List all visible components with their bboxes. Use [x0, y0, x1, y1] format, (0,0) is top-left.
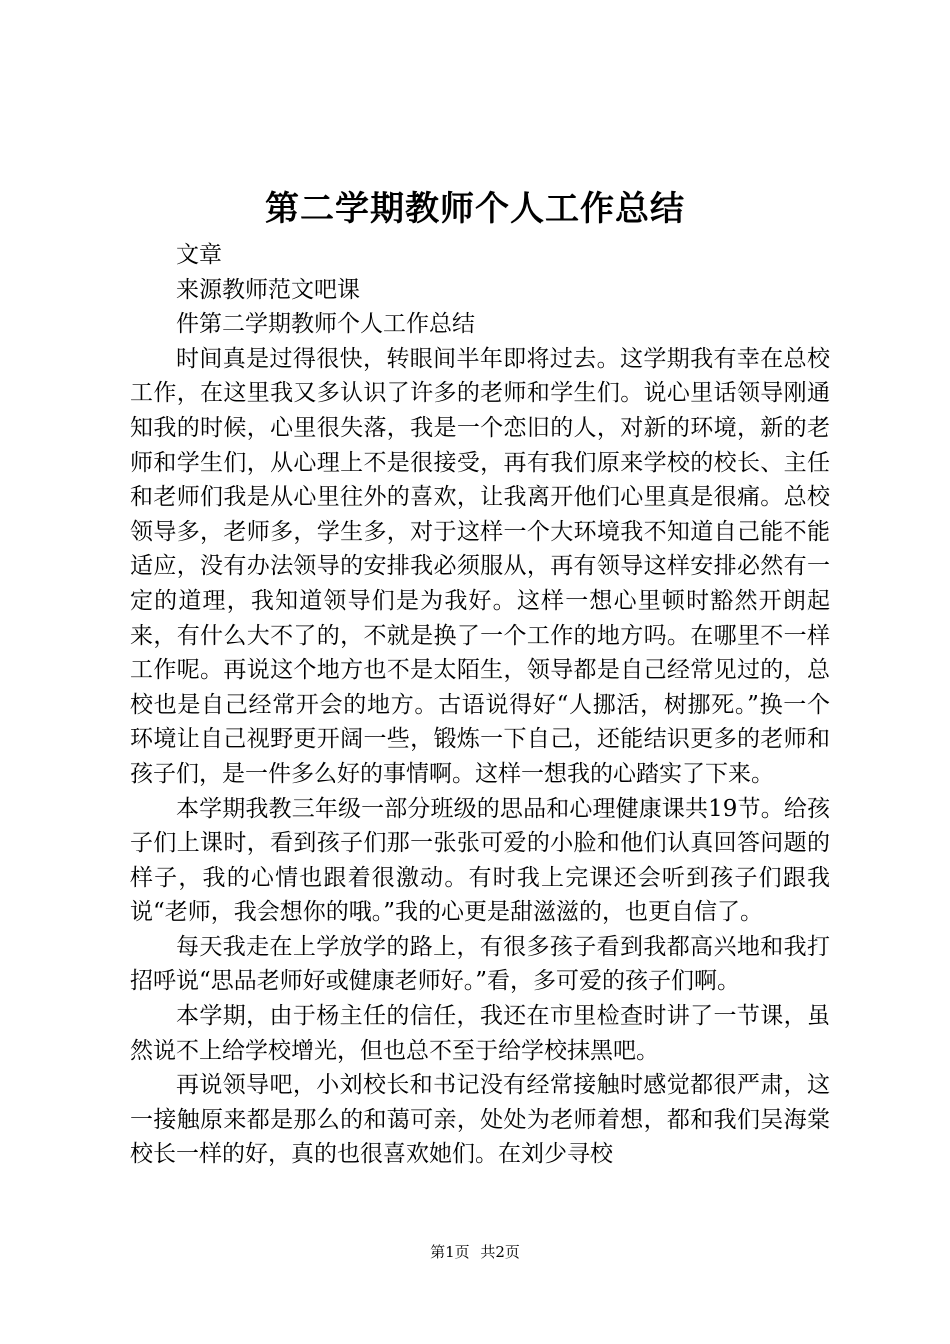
body-paragraph: 再说领导吧，小刘校长和书记没有经常接触时感觉都很严肃，这一接触原来都是那么的和蔼可亲，处处为老师着想，都和我们吴海棠校长一样的好，真的也很喜欢她们。在刘少寻校: [130, 1072, 830, 1168]
page-count: 共2页: [480, 1243, 520, 1261]
body-paragraph: 本学期我教三年级一部分班级的思品和心理健康课共19节。给孩子们上课时，看到孩子们那一张张可爱的小脸和他们认真回答问题的样子，我的心情也跟着很激动。有时我上完课还会听到孩子们跟我说“老师，我会想你的哦。”我的心更是甜滋滋的，也更自信了。: [130, 795, 830, 926]
page-footer: [0, 1240, 950, 1264]
body-paragraph: 每天我走在上学放学的路上，有很多孩子看到我都高兴地和我打招呼说“思品老师好或健康老师好。”看，多可爱的孩子们啊。: [130, 933, 830, 995]
page-number: 第1页: [430, 1243, 470, 1261]
document-title: 第二学期教师个人工作总结: [265, 189, 685, 229]
document-body: [130, 238, 830, 1172]
intro-line: 件第二学期教师个人工作总结: [176, 311, 475, 338]
intro-line: 来源教师范文吧课: [176, 276, 360, 303]
body-paragraph: 时间真是过得很快，转眼间半年即将过去。这学期我有幸在总校工作，在这里我又多认识了许多的老师和学生们。说心里话领导刚通知我的时候，心里很失落，我是一个恋旧的人，对新的环境，新的老师和学生们，从心理上不是很接受，再有我们原来学校的校长、主任和老师们我是从心里往外的喜欢，让我离开他们心里真是很痛。总校领导多，老师多，学生多，对于这样一个大环境我不知道自己能不能适应，没有办法领导的安排我必须服从，再有领导这样安排必然有一定的道理，我知道领导们是为我好。这样一想心里顿时豁然开朗起来，有什么大不了的，不就是换了一个工作的地方吗。在哪里不一样工作呢。再说这个地方也不是太陌生，领导都是自己经常见过的，总校也是自己经常开会的地方。古语说得好“人挪活，树挪死。”换一个环境让自己视野更开阔一些，锻炼一下自己，还能结识更多的老师和孩子们，是一件多么好的事情啊。这样一想我的心踏实了下来。: [130, 345, 830, 787]
body-paragraph: 本学期，由于杨主任的信任，我还在市里检查时讲了一节课，虽然说不上给学校增光，但也总不至于给学校抹黑吧。: [130, 1003, 830, 1064]
intro-line: 文章: [176, 242, 222, 268]
